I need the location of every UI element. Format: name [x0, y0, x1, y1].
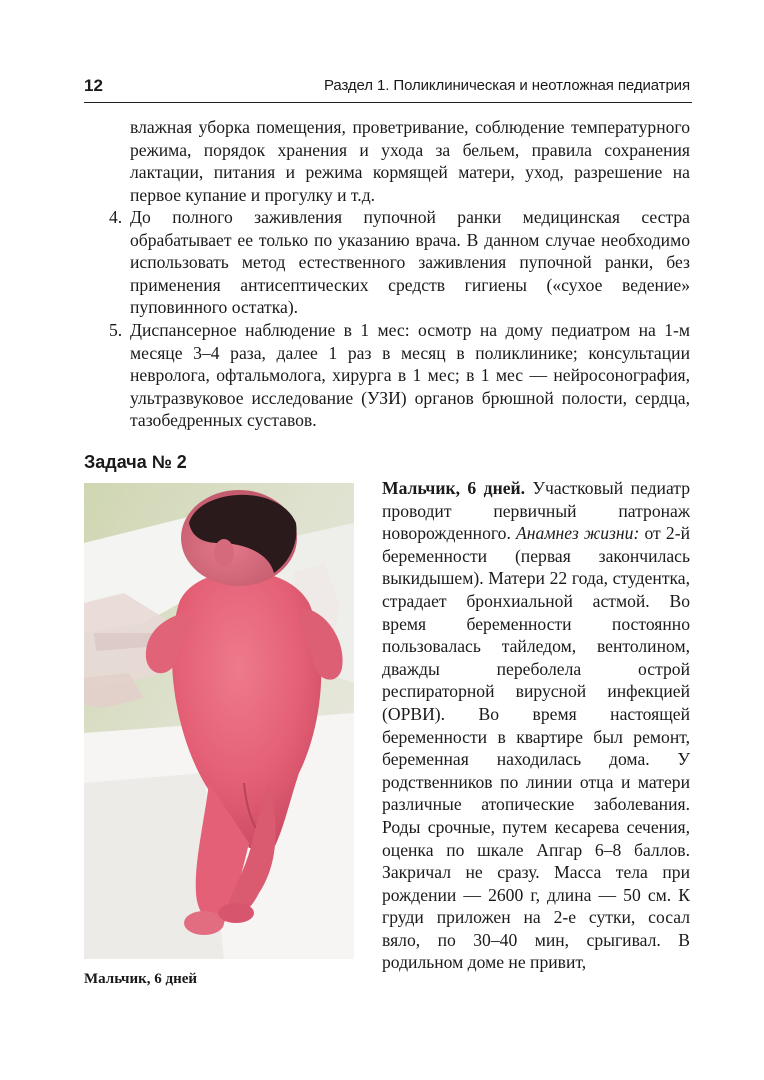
- list-item-text: До полного заживления пупочной ранки медицинская сестра обрабатывает ее только по указанию врача. В данном случае необходимо использовать метод естественного заживления пупочной ранки, без применения антисептических средств гигиены («сухое ведение» пуповинного остатка).: [130, 207, 690, 318]
- task-heading: Задача № 2: [84, 452, 187, 472]
- list-item-number: 5.: [109, 320, 123, 340]
- running-header: Раздел 1. Поликлиническая и неотложная педиатрия: [323, 77, 690, 94]
- case-intro: Участковый педиатр проводит первичный патронаж новорожденного.: [382, 478, 690, 544]
- newborn-photo: [84, 483, 354, 959]
- list-item: [109, 206, 690, 319]
- case-body: от 2-й беременности (первая закончилась выкидышем). Матери 22 года, студентка, страдает бронхиальной астмой. Во время беременности постоянно пользовалась тайледом, вентолином, дважды переболела острой респираторной вирусной инфекцией (ОРВИ). Во время настоящей беременности в квартире был ремонт, беременная находилась дома. У родственников по линии отца и матери различные атопические заболевания. Роды срочные, путем кесарева сечения, оценка по шкале Апгар 6–8 баллов. Закричал не сразу. Масса тела при рождении — 2600 г, длина — 50 см. К груди приложен на 2-е сутки, сосал вяло, по 30–40 мин, срыгивал. В родильном доме не привит,: [382, 523, 690, 973]
- header-rule: [84, 102, 692, 103]
- page-number: 12: [84, 76, 103, 95]
- list-item-number: 4.: [109, 207, 123, 227]
- list-item-text: Диспансерное наблюдение в 1 мес: осмотр на дому педиатром на 1-м месяце 3–4 раза, далее 1 раз в месяц в поликлинике; консультации невролога, офтальмолога, хирурга в 1 мес; в 1 мес — нейросонография, ультразвуковое исследование (УЗИ) органов брюшной полости, сердца, тазобедренных суставов.: [130, 320, 690, 431]
- case-lead: Мальчик, 6 дней.: [382, 478, 526, 498]
- case-description: [382, 477, 690, 974]
- continuation-paragraph: влажная уборка помещения, проветривание, соблюдение температурного режима, порядок хранения и ухода за бельем, правила сохранения лактации, питания и режима кормящей матери, уход, разрешение на первое купание и прогулку и т.д.: [130, 117, 690, 205]
- photo-caption: Мальчик, 6 дней: [84, 971, 198, 987]
- list-item: [109, 319, 690, 432]
- anamnesis-label: Анамнез жизни:: [516, 523, 640, 544]
